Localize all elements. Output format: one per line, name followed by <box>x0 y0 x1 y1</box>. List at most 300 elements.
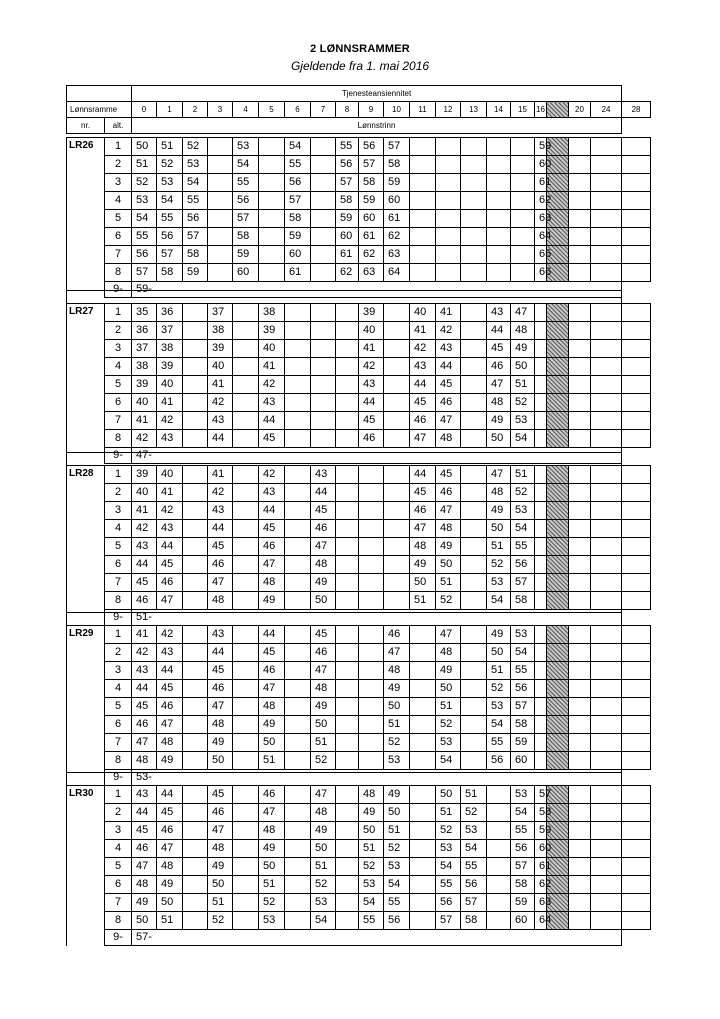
table-cell: 53 <box>436 840 461 858</box>
shaded-column <box>547 502 569 520</box>
table-cell <box>622 912 651 930</box>
table-cell <box>259 174 285 192</box>
shaded-column <box>547 304 569 322</box>
table-cell <box>410 752 436 770</box>
table-cell: 44 <box>259 626 285 644</box>
alternative-number: 1 <box>105 626 132 644</box>
frame-number: LR29 <box>67 626 105 786</box>
table-cell: 48 <box>436 520 461 538</box>
shaded-column <box>547 698 569 716</box>
table-cell: 50 <box>157 894 183 912</box>
table-cell <box>311 192 336 210</box>
table-cell <box>569 466 591 484</box>
table-cell <box>233 804 259 822</box>
table-cell: 52 <box>183 138 208 156</box>
table-cell <box>285 304 311 322</box>
table-cell: 54 <box>436 858 461 876</box>
alternative-number: 7 <box>105 412 132 430</box>
table-cell <box>487 156 511 174</box>
table-cell: 43 <box>132 786 157 804</box>
table-cell <box>311 228 336 246</box>
table-cell: 42 <box>436 322 461 340</box>
table-cell: 50 <box>384 804 410 822</box>
table-cell: 47 <box>436 626 461 644</box>
table-cell: 57 <box>183 228 208 246</box>
table-cell <box>384 502 410 520</box>
table-cell <box>233 680 259 698</box>
table-cell: 49 <box>487 412 511 430</box>
table-cell: 46 <box>311 644 336 662</box>
table-cell: 48 <box>208 592 233 610</box>
alternative-number: 1 <box>105 138 132 156</box>
table-cell <box>591 322 622 340</box>
table-cell: 46 <box>157 574 183 592</box>
table-cell: 53 <box>359 876 384 894</box>
table-cell: 47 <box>436 502 461 520</box>
alternative-number: 7 <box>105 894 132 912</box>
table-cell <box>233 322 259 340</box>
table-cell <box>384 412 410 430</box>
table-cell <box>410 912 436 930</box>
table-cell <box>183 322 208 340</box>
table-cell <box>233 340 259 358</box>
table-cell <box>183 644 208 662</box>
table-cell <box>569 304 591 322</box>
table-cell <box>183 858 208 876</box>
table-cell <box>208 264 233 282</box>
alternative-number: 3 <box>105 174 132 192</box>
table-cell <box>535 592 547 610</box>
table-cell: 53 <box>132 192 157 210</box>
table-cell <box>285 734 311 752</box>
table-cell <box>622 858 651 876</box>
table-cell: 49 <box>359 804 384 822</box>
table-cell: 42 <box>157 502 183 520</box>
table-cell: 66 <box>535 264 547 282</box>
footer-value: 59- <box>132 282 622 298</box>
column-header: 20 <box>569 102 591 118</box>
table-cell: 44 <box>359 394 384 412</box>
table-cell: 58 <box>511 716 535 734</box>
table-cell: 53 <box>461 822 487 840</box>
table-row <box>67 210 651 228</box>
table-cell: 39 <box>157 358 183 376</box>
table-cell <box>591 502 622 520</box>
column-header: 7 <box>311 102 336 118</box>
table-cell <box>233 644 259 662</box>
table-cell <box>487 786 511 804</box>
table-cell <box>461 734 487 752</box>
shaded-column <box>547 466 569 484</box>
table-cell: 43 <box>132 662 157 680</box>
table-cell: 59 <box>233 246 259 264</box>
table-row-footer <box>67 930 651 946</box>
table-cell <box>461 246 487 264</box>
table-cell: 57 <box>535 786 547 804</box>
alternative-number: 8 <box>105 752 132 770</box>
table-cell <box>622 484 651 502</box>
table-cell <box>233 912 259 930</box>
table-cell: 57 <box>359 156 384 174</box>
table-row <box>67 394 651 412</box>
table-row <box>67 752 651 770</box>
alternative-number: 5 <box>105 376 132 394</box>
table-cell: 39 <box>208 340 233 358</box>
table-cell: 62 <box>535 192 547 210</box>
table-row <box>67 412 651 430</box>
table-cell <box>569 804 591 822</box>
table-cell: 45 <box>259 430 285 448</box>
table-cell: 53 <box>183 156 208 174</box>
table-cell: 48 <box>487 394 511 412</box>
table-cell <box>461 430 487 448</box>
table-cell <box>285 412 311 430</box>
footer-alternative: 9- <box>105 282 132 298</box>
table-cell <box>285 786 311 804</box>
table-cell <box>183 574 208 592</box>
table-cell <box>410 804 436 822</box>
alternative-number: 8 <box>105 912 132 930</box>
table-cell <box>336 430 359 448</box>
table-cell: 55 <box>285 156 311 174</box>
salary-frame-lr26 <box>66 137 651 298</box>
table-cell <box>511 264 535 282</box>
table-cell: 46 <box>157 822 183 840</box>
table-cell <box>183 716 208 734</box>
table-cell <box>622 246 651 264</box>
table-cell: 48 <box>359 786 384 804</box>
column-header: 0 <box>132 102 157 118</box>
table-cell: 57 <box>233 210 259 228</box>
column-header: 3 <box>208 102 233 118</box>
table-cell <box>233 412 259 430</box>
table-cell: 47 <box>157 716 183 734</box>
table-cell: 56 <box>487 752 511 770</box>
table-cell <box>183 698 208 716</box>
table-cell: 52 <box>436 592 461 610</box>
column-header: 16 <box>535 102 547 118</box>
table-cell <box>285 912 311 930</box>
table-cell: 59 <box>535 138 547 156</box>
table-cell <box>233 430 259 448</box>
table-cell: 47 <box>311 786 336 804</box>
table-cell: 60 <box>535 840 547 858</box>
frame-number: LR28 <box>67 466 105 626</box>
alternative-number: 6 <box>105 556 132 574</box>
table-cell <box>285 376 311 394</box>
table-cell: 35 <box>132 304 157 322</box>
table-cell: 55 <box>461 858 487 876</box>
table-cell: 43 <box>359 376 384 394</box>
column-header: 28 <box>622 102 651 118</box>
table-cell: 55 <box>511 822 535 840</box>
table-cell: 60 <box>233 264 259 282</box>
table-cell <box>569 264 591 282</box>
table-cell <box>259 264 285 282</box>
table-cell <box>622 822 651 840</box>
table-cell <box>384 430 410 448</box>
table-row <box>67 358 651 376</box>
table-cell <box>285 822 311 840</box>
table-cell <box>359 466 384 484</box>
table-cell: 47 <box>410 430 436 448</box>
table-cell: 61 <box>285 264 311 282</box>
table-cell: 49 <box>511 340 535 358</box>
table-cell: 44 <box>208 644 233 662</box>
column-header: 10 <box>384 102 410 118</box>
table-cell <box>233 734 259 752</box>
table-cell <box>569 786 591 804</box>
table-cell <box>461 592 487 610</box>
table-cell: 47 <box>487 376 511 394</box>
table-cell <box>183 358 208 376</box>
table-cell <box>285 502 311 520</box>
table-cell <box>183 752 208 770</box>
table-cell <box>511 228 535 246</box>
table-cell <box>461 192 487 210</box>
table-cell <box>183 304 208 322</box>
table-cell: 60 <box>359 210 384 228</box>
table-cell: 45 <box>157 556 183 574</box>
table-cell: 47 <box>208 822 233 840</box>
table-cell: 44 <box>157 662 183 680</box>
table-cell <box>336 752 359 770</box>
table-cell: 55 <box>511 538 535 556</box>
table-cell <box>461 520 487 538</box>
table-cell <box>384 304 410 322</box>
table-cell <box>535 484 547 502</box>
table-cell: 46 <box>436 484 461 502</box>
alternative-number: 5 <box>105 858 132 876</box>
table-cell <box>336 484 359 502</box>
table-cell: 49 <box>259 592 285 610</box>
table-cell <box>591 156 622 174</box>
table-cell: 51 <box>157 912 183 930</box>
table-cell: 52 <box>436 716 461 734</box>
table-cell <box>569 698 591 716</box>
table-cell: 43 <box>208 502 233 520</box>
alternative-number: 3 <box>105 822 132 840</box>
table-cell <box>511 210 535 228</box>
table-cell <box>591 752 622 770</box>
table-cell <box>591 466 622 484</box>
table-cell <box>336 876 359 894</box>
table-cell: 59 <box>359 192 384 210</box>
table-cell <box>233 752 259 770</box>
table-cell: 52 <box>487 556 511 574</box>
table-cell <box>461 626 487 644</box>
table-cell: 50 <box>311 840 336 858</box>
table-cell <box>384 520 410 538</box>
table-row <box>67 894 651 912</box>
table-cell <box>233 876 259 894</box>
table-cell <box>208 246 233 264</box>
table-cell <box>461 698 487 716</box>
table-row <box>67 304 651 322</box>
table-cell <box>622 680 651 698</box>
table-cell <box>569 644 591 662</box>
table-cell: 52 <box>157 156 183 174</box>
table-cell <box>183 520 208 538</box>
table-cell <box>569 322 591 340</box>
table-cell <box>410 894 436 912</box>
table-cell <box>569 412 591 430</box>
table-cell <box>622 394 651 412</box>
table-cell <box>591 876 622 894</box>
table-cell: 47 <box>311 662 336 680</box>
table-cell: 48 <box>436 430 461 448</box>
table-cell <box>183 876 208 894</box>
shaded-column <box>547 556 569 574</box>
table-cell <box>183 430 208 448</box>
table-cell <box>591 840 622 858</box>
table-cell <box>461 138 487 156</box>
table-cell: 52 <box>487 680 511 698</box>
salary-frame-lr27 <box>66 290 651 464</box>
table-cell <box>569 894 591 912</box>
table-cell: 58 <box>157 264 183 282</box>
table-cell: 52 <box>311 752 336 770</box>
table-cell <box>233 556 259 574</box>
table-cell <box>535 626 547 644</box>
table-cell: 51 <box>359 840 384 858</box>
table-cell: 58 <box>336 192 359 210</box>
table-cell <box>410 156 436 174</box>
table-cell: 45 <box>208 662 233 680</box>
table-cell <box>622 228 651 246</box>
table-cell: 52 <box>132 174 157 192</box>
table-cell: 57 <box>511 698 535 716</box>
table-cell: 49 <box>487 502 511 520</box>
table-cell <box>591 484 622 502</box>
alternative-number: 4 <box>105 520 132 538</box>
table-cell <box>359 716 384 734</box>
table-cell <box>359 734 384 752</box>
table-cell <box>535 322 547 340</box>
table-cell <box>569 662 591 680</box>
table-cell: 41 <box>259 358 285 376</box>
table-cell <box>535 716 547 734</box>
column-header: 14 <box>487 102 511 118</box>
table-cell: 48 <box>311 680 336 698</box>
table-cell <box>259 192 285 210</box>
table-cell <box>569 358 591 376</box>
table-cell: 47 <box>259 680 285 698</box>
alternative-number: 4 <box>105 840 132 858</box>
table-cell <box>384 538 410 556</box>
table-cell <box>436 138 461 156</box>
table-cell: 39 <box>132 376 157 394</box>
table-cell: 52 <box>436 822 461 840</box>
table-cell <box>622 644 651 662</box>
table-cell: 48 <box>259 698 285 716</box>
table-cell: 47 <box>259 804 285 822</box>
table-cell <box>285 358 311 376</box>
table-cell <box>336 592 359 610</box>
table-cell <box>569 876 591 894</box>
table-cell <box>591 228 622 246</box>
shaded-column <box>547 430 569 448</box>
table-cell <box>336 786 359 804</box>
table-cell: 51 <box>132 156 157 174</box>
alternative-number: 5 <box>105 698 132 716</box>
table-cell <box>569 840 591 858</box>
table-cell: 37 <box>208 304 233 322</box>
table-cell: 41 <box>157 484 183 502</box>
table-cell <box>336 556 359 574</box>
column-header: 12 <box>436 102 461 118</box>
table-cell <box>622 192 651 210</box>
header-row-columns <box>67 102 651 118</box>
table-cell: 55 <box>384 894 410 912</box>
table-cell <box>461 376 487 394</box>
table-cell: 52 <box>511 394 535 412</box>
table-cell <box>183 556 208 574</box>
shaded-column <box>547 752 569 770</box>
table-cell <box>569 394 591 412</box>
table-cell <box>461 228 487 246</box>
header-row-sub <box>67 118 651 134</box>
table-cell <box>336 680 359 698</box>
table-cell <box>622 662 651 680</box>
table-cell: 52 <box>461 804 487 822</box>
table-cell <box>591 520 622 538</box>
table-cell <box>487 858 511 876</box>
alternative-number: 2 <box>105 484 132 502</box>
table-cell: 59 <box>183 264 208 282</box>
table-cell <box>535 412 547 430</box>
table-cell: 48 <box>410 538 436 556</box>
table-cell <box>622 340 651 358</box>
table-cell <box>511 246 535 264</box>
header-row-group <box>67 86 651 102</box>
table-row <box>67 264 651 282</box>
table-cell: 48 <box>436 644 461 662</box>
table-cell: 55 <box>183 192 208 210</box>
table-cell <box>183 502 208 520</box>
table-cell <box>569 430 591 448</box>
table-cell <box>487 210 511 228</box>
table-cell <box>569 502 591 520</box>
table-cell: 53 <box>511 626 535 644</box>
table-cell: 40 <box>132 394 157 412</box>
table-cell: 51 <box>208 894 233 912</box>
table-cell <box>591 412 622 430</box>
table-cell: 58 <box>511 592 535 610</box>
table-cell: 43 <box>410 358 436 376</box>
alternative-number: 6 <box>105 716 132 734</box>
table-cell: 44 <box>410 376 436 394</box>
table-cell <box>622 626 651 644</box>
alternative-number: 4 <box>105 680 132 698</box>
table-cell: 57 <box>336 174 359 192</box>
footer-value: 53- <box>132 770 622 786</box>
table-header <box>66 85 651 134</box>
table-cell <box>461 304 487 322</box>
table-cell <box>183 340 208 358</box>
table-cell <box>285 752 311 770</box>
table-cell <box>436 192 461 210</box>
alternative-number: 5 <box>105 538 132 556</box>
table-cell: 55 <box>132 228 157 246</box>
table-cell: 45 <box>208 538 233 556</box>
table-cell: 46 <box>436 394 461 412</box>
table-cell: 63 <box>535 210 547 228</box>
table-cell <box>233 894 259 912</box>
table-cell <box>183 822 208 840</box>
table-cell <box>233 592 259 610</box>
table-cell: 43 <box>487 304 511 322</box>
